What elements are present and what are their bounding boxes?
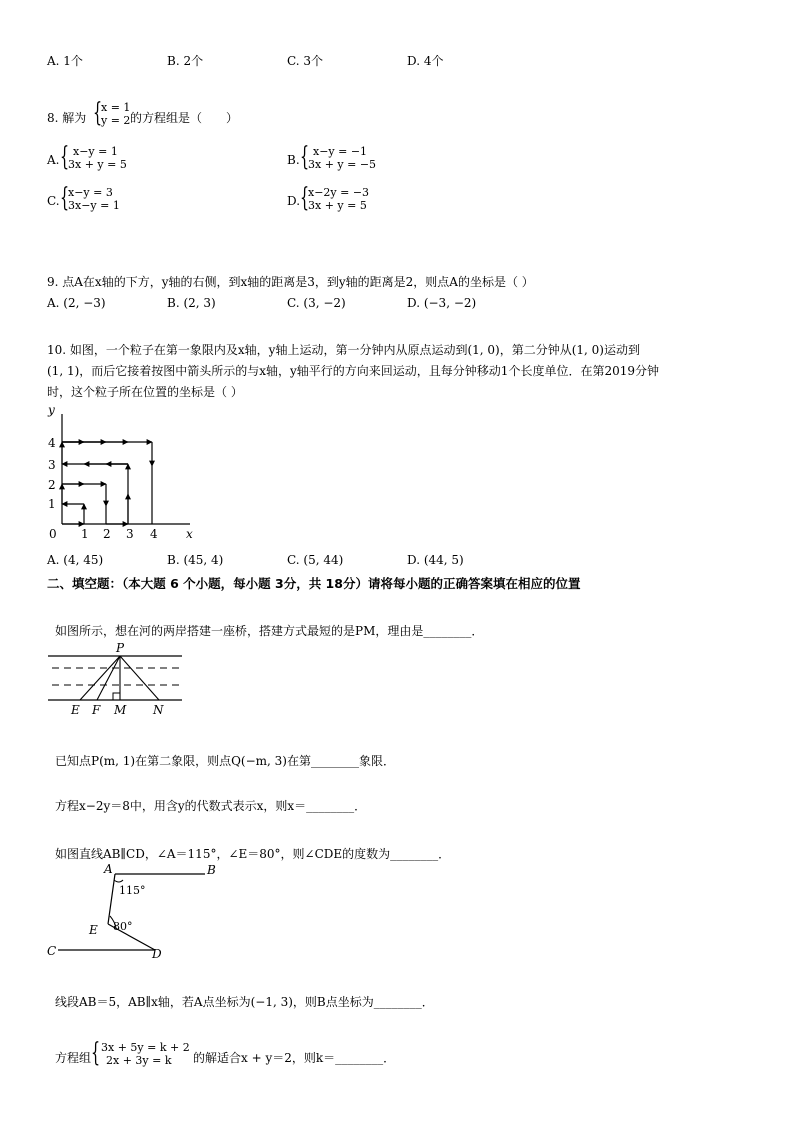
fill-1-label-f: F [92,703,101,717]
q10-y-tick-2: 2 [48,478,56,492]
fill-6-brace: { [91,1038,101,1068]
q8-option-a-system: x−y = 1 3x + y = 5 [68,145,127,171]
q10-x-axis-label: x [186,527,193,541]
q7-option-d: D. 4个 [407,54,444,68]
q8-option-b-brace: { [300,142,310,172]
q8-given-system: x = 1 y = 2 [101,101,131,127]
q9-option-d: D. (−3, −2) [407,296,477,310]
fill-4-label-e: E [89,923,98,937]
q10-y-axis-label: y [48,403,55,417]
fill-6-system: 3x + 5y = k + 2 2x + 3y = k [101,1041,190,1067]
fill-1-label-p: P [116,641,125,655]
q8-option-d-label: D. [287,194,301,208]
q8-option-a-brace: { [60,142,70,172]
fill-4-text: 如图直线AB∥CD，∠A＝115°，∠E＝80°，则∠CDE的度数为________． [55,847,451,861]
q10-stem-line2: (1, 1)，而后它接着按图中箭头所示的与x轴，y轴平行的方向来回运动，且每分钟移动1个长度单位．在第2019分钟 [47,364,659,378]
q8-option-c-system: x−y = 3 3x−y = 1 [68,186,120,212]
fill-1-label-e: E [71,703,80,717]
q9-option-c: C. (3, −2) [287,296,346,310]
q10-x-tick-3: 3 [126,527,134,541]
fill-4-parallel-lines-figure [40,860,230,965]
fill-1-river-bridge-figure [40,640,190,720]
q9-option-a: A. (2, −3) [47,296,106,310]
fill-6-suffix: 的解适合x + y＝2，则k＝________． [193,1051,396,1065]
q10-origin-label: 0 [49,527,57,541]
q10-x-tick-2: 2 [103,527,111,541]
fill-4-angle-a: 115° [119,884,146,897]
fill-2-text: 已知点P(m, 1)在第二象限，则点Q(−m, 3)在第________象限． [55,754,395,768]
q10-y-tick-3: 3 [48,458,56,472]
q10-option-d: D. (44, 5) [407,553,464,567]
fill-4-label-d: D [152,947,162,961]
q7-option-a: A. 1个 [47,54,83,68]
q10-x-tick-1: 1 [81,527,89,541]
q10-stem-line3: 时，这个粒子所在位置的坐标是（ ） [47,385,243,399]
fill-1-text: 如图所示，想在河的两岸搭建一座桥，搭建方式最短的是PM，理由是________． [55,624,484,638]
q8-option-d-system: x−2y = −3 3x + y = 5 [308,186,370,212]
fill-1-label-n: N [153,703,164,717]
section-2-title: 二、填空题：（本大题 6 个小题，每小题 3分，共 18分）请将每小题的正确答案填在相应的位置 [47,576,581,591]
fill-4-angle-e: 80° [113,920,133,933]
fill-4-label-b: B [207,863,216,877]
q10-stem-line1: 10. 如图，一个粒子在第一象限内及x轴，y轴上运动，第一分钟内从原点运动到(1, 0)，第二分钟从(1, 0)运动到 [47,343,640,357]
q8-option-b-system: x−y = −1 3x + y = −5 [308,145,377,171]
fill-1-label-m: M [114,703,127,717]
q10-option-a: A. (4, 45) [47,553,104,567]
fill-4-label-a: A [104,862,113,876]
q10-option-b: B. (45, 4) [167,553,224,567]
q10-option-c: C. (5, 44) [287,553,344,567]
q7-option-b: B. 2个 [167,54,204,68]
q8-option-c-label: C. [47,194,60,208]
q10-particle-path-figure [40,400,210,542]
fill-4-label-c: C [47,944,57,958]
q9-option-b: B. (2, 3) [167,296,216,310]
q10-x-tick-4: 4 [150,527,158,541]
q9-stem: 9. 点A在x轴的下方，y轴的右侧，到x轴的距离是3，到y轴的距离是2，则点A的坐标是（ ） [47,275,534,289]
q8-stem-prefix: 8. 解为 [47,111,87,125]
q10-y-tick-4: 4 [48,436,56,450]
q8-brace: { [93,98,103,128]
q10-y-tick-1: 1 [48,497,56,511]
fill-3-text: 方程x−2y＝8中，用含y的代数式表示x，则x＝________． [55,799,367,813]
q8-option-d-brace: { [300,183,310,213]
q8-option-a-label: A. [47,153,60,167]
fill-5-text: 线段AB＝5，AB∥x轴，若A点坐标为(−1, 3)，则B点坐标为________． [55,995,434,1009]
q8-option-c-brace: { [60,183,70,213]
fill-6-prefix: 方程组 [55,1051,92,1065]
q8-option-b-label: B. [287,153,300,167]
q7-option-c: C. 3个 [287,54,324,68]
q8-stem-suffix: 的方程组是（ ） [130,111,239,125]
